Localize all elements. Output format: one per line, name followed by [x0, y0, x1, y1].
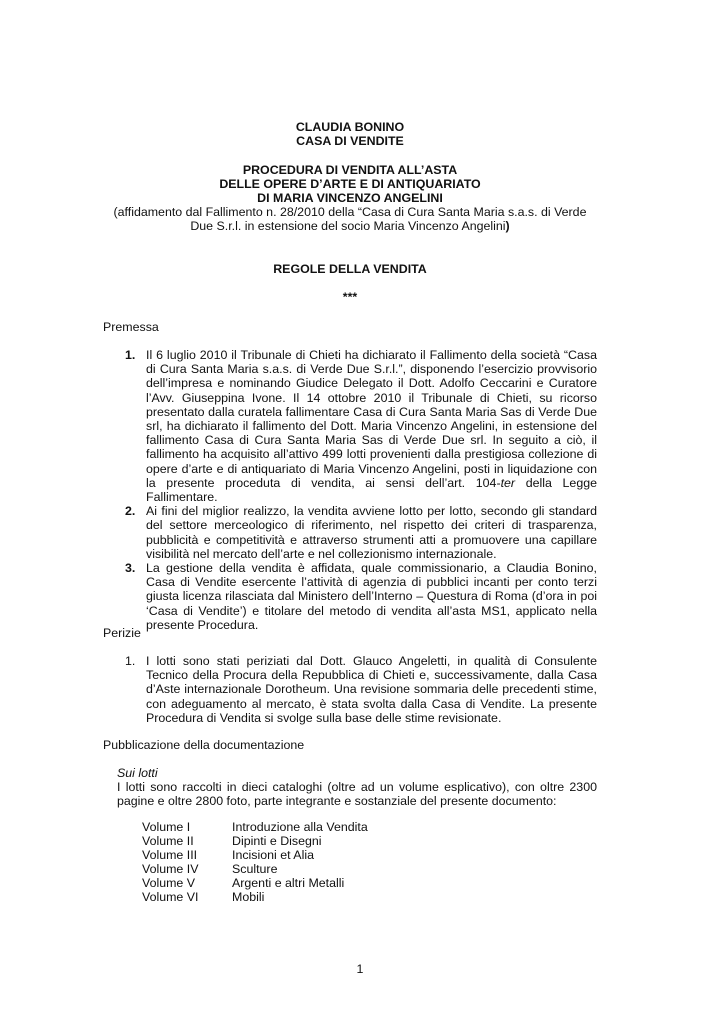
- volume-title: Dipinti e Disegni: [232, 834, 322, 848]
- list-item: [103, 504, 597, 561]
- volume-number: Volume I: [142, 820, 191, 834]
- volume-number: Volume IV: [142, 862, 199, 876]
- perizie-list: [103, 654, 597, 725]
- premessa-list: [103, 348, 597, 632]
- assignment-note-text: Due S.r.l. in estensione del socio Maria Vincenzo Angelini: [190, 219, 506, 233]
- doc-title-line-3: DI MARIA VINCENZO ANGELINI: [257, 191, 443, 205]
- volume-row: [142, 848, 442, 862]
- section-heading-perizie: Perizie: [103, 626, 141, 640]
- list-item-text: I lotti sono stati periziati dal Dott. Glauco Angeletti, in qualità di Consulente Tecnico della Procura della Repubblica di Chieti e, successivamente, dalla Casa d’Aste internazionale Dorotheum. Una revisione sommaria delle precedenti stime, con adeguamento al mercato, è stata svolta dalla Casa di Vendite. La presente Procedura di Vendita si svolge sulla base delle stime revisionate.: [146, 654, 597, 725]
- volume-number: Volume V: [142, 876, 196, 890]
- section-heading-premessa: Premessa: [103, 320, 159, 334]
- volume-number: Volume VI: [142, 890, 199, 904]
- section-heading-pubblicazione: Pubblicazione della documentazione: [103, 738, 305, 752]
- volume-title: Mobili: [232, 890, 265, 904]
- list-item-number: 2.: [125, 504, 136, 519]
- list-item-text: Ai fini del miglior realizzo, la vendita avviene lotto per lotto, secondo gli standard del settore merceologico di riferimento, nel rispetto dei criteri di trasparenza, pubblicità e competitività e attraverso strumenti atti a promuovere una capillare visibilità nel mercato dell’arte e nel collezionismo internazionale.: [146, 504, 597, 561]
- volume-number: Volume III: [142, 848, 198, 862]
- list-item: [103, 654, 597, 725]
- assignment-note-close: ): [505, 219, 510, 233]
- assignment-note-line-1: (affidamento dal Fallimento n. 28/2010 della “Casa di Cura Santa Maria s.a.s. di Verde: [113, 205, 587, 219]
- company-name: CLAUDIA BONINO: [295, 120, 405, 134]
- volume-title: Introduzione alla Vendita: [232, 820, 368, 834]
- volume-row: [142, 820, 442, 834]
- volume-number: Volume II: [142, 834, 194, 848]
- company-subtitle: CASA DI VENDITE: [296, 134, 404, 148]
- assignment-note-line-2: [103, 219, 597, 233]
- list-item-number: 1.: [125, 654, 136, 668]
- sub-heading-lotti: [117, 766, 597, 780]
- list-item: [103, 561, 597, 632]
- doc-title-line-1: PROCEDURA DI VENDITA ALL’ASTA: [242, 163, 458, 177]
- list-item-number: 3.: [125, 561, 136, 576]
- volume-row: [142, 890, 442, 904]
- rules-title: REGOLE DELLA VENDITA: [273, 262, 427, 276]
- sub-heading-text: Sui lotti: [117, 766, 158, 780]
- list-item-text: La gestione della vendita è affidata, quale commissionario, a Claudia Bonino, Casa di Vendite esercente l’attività di agenzia di pubblici incanti per conto terzi giusta licenza rilasciata dal Ministero dell’Interno – Questura di Roma (d’ora in poi ‘Casa di Vendite’) e titolare del metodo di vendita all’asta MS1, applicato nella presente Procedura.: [146, 561, 597, 632]
- volume-title: Sculture: [232, 862, 278, 876]
- list-item-emphasis: ter: [500, 475, 516, 490]
- volume-row: [142, 834, 442, 848]
- volume-row: [142, 876, 442, 890]
- volume-title: Incisioni et Alia: [232, 848, 314, 862]
- doc-title-line-2: DELLE OPERE D’ARTE E DI ANTIQUARIATO: [219, 177, 481, 191]
- volume-row: [142, 862, 442, 876]
- page-number: 1: [356, 962, 364, 976]
- list-item: [103, 348, 597, 504]
- lots-description: I lotti sono raccolti in dieci cataloghi (oltre ad un volume esplicativo), con oltre 2300 pagine e oltre 2800 foto, parte integrante e sostanziale del presente documento:: [117, 780, 597, 809]
- list-item-number: 1.: [125, 348, 136, 362]
- separator-stars: ***: [342, 290, 358, 304]
- volume-title: Argenti e altri Metalli: [232, 876, 345, 890]
- list-item-text: Il 6 luglio 2010 il Tribunale di Chieti ha dichiarato il Fallimento della società “Casa di Cura Santa Maria s.a.s. di Verde Due S.r.l.”, disponendo l’esercizio provvisorio dell’impresa e nominando Giudice Delegato il Dott. Adolfo Ceccarini e Curatore l’Avv. Giuseppina Ivone. Il 14 ottobre 2010 il Tribunale di Chieti, su ricorso presentato dalla curatela fallimentare Casa di Cura Santa Maria Sas di Verde Due srl, ha dichiarato il fallimento del Dott. Maria Vincenzo Angelini, in estensione del fallimento Casa di Cura Santa Maria Sas di Verde Due srl. In seguito a ciò, il fallimento ha acquisito all’attivo 499 lotti provenienti dalla prestigiosa collezione di opere d’arte e di antiquariato di Maria Vincenzo Angelini, posti in liquidazione con la presente proceduta di vendita, ai sensi dell’art. 104-: [146, 348, 597, 490]
- list-item-text-end: della Legge Fallimentare.: [146, 475, 597, 505]
